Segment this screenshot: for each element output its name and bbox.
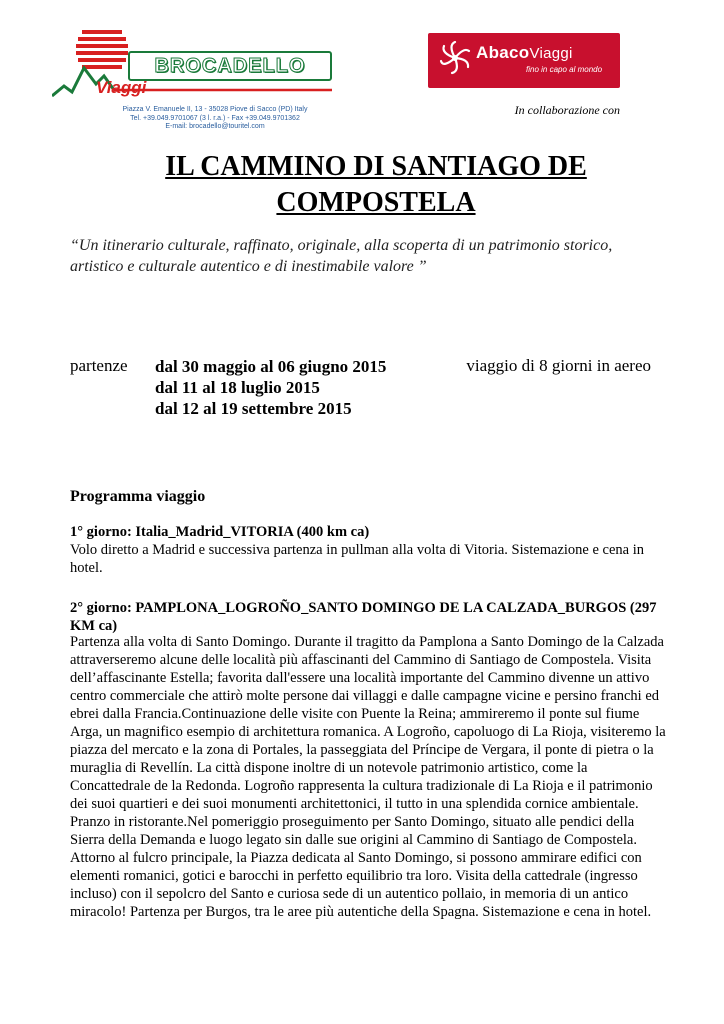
abaco-tagline: fino in capo al mondo xyxy=(526,65,603,74)
brocadello-subtitle: Viaggi xyxy=(96,78,147,97)
departures-label: partenze xyxy=(70,356,128,375)
collaboration-note: In collaborazione con xyxy=(514,103,620,117)
brocadello-email: E-mail: brocadello@touritel.com xyxy=(165,123,265,130)
brocadello-contacts xyxy=(65,106,365,132)
abaco-viaggi-logo xyxy=(428,33,620,88)
day-description: Partenza alla volta di Santo Domingo. Durante il tragitto da Pamplona a Santo Domingo de la Calzada attraverseremo alcune delle località più affascinanti del Cammino di Santiago de Compostela. Visita dell’affascinante Estella; favorita dall'essere una località importante del Cammino divenne un attivo centro commerciale che attirò molte persone dai villaggi e dalle campagne vicine e persino franchi ed ebrei dalla Francia.Continuazione delle visite con Puente la Reina; ammireremo il ponte sul fiume Arga, un magnifico esempio di architettura romanica. A Logroño, capoluogo di La Rioja, visiteremo la piazza del mercato e la zona di Portales, la passeggiata del Príncipe de Vergara, il ponte di pietra o la muraglia di Revellín. La città dispone inoltre di un notevole patrimonio artistico, come la Concattedrale de la Redonda. Logroño rappresenta la cultura tradizionale di La Rioja e il patrimonio dei suoi quartieri e dei suoi monumenti architettonici, il tutto in una splendida cornice ambientale. Pranzo in ristorante.Nel pomeriggio proseguimento per Santo Domingo, situato alle pendici della Sierra della Demanda e luogo legato sin dalle sue origini al Cammino di Santiago de Compostela. Attorno al fulcro principale, la Piazza dedicata al Santo Domingo, si possono ammirare edifici con elementi romanici, gotici e barocchi in perfetto equilibrio tra loro. Visita della cattedrale (ingresso incluso) con il sepolcro del Santo e curiosa sede di un autentico pollaio, in memoria di un antico miracolo! Partenza per Burgos, tra le aree più autentiche della Spagna. Sistemazione e cena in hotel. xyxy=(70,634,666,920)
departure-date: dal 30 maggio al 06 giugno 2015 xyxy=(155,357,387,376)
day-title: 2° giorno: PAMPLONA_LOGROÑO_SANTO DOMINGO DE LA CALZADA_BURGOS (297 KM ca) xyxy=(70,600,657,634)
page-title: IL CAMMINO DI SANTIAGO DE COMPOSTELA xyxy=(165,151,587,218)
brocadello-wordmark: BROCADELLO xyxy=(128,51,332,81)
departure-date: dal 11 al 18 luglio 2015 xyxy=(155,378,320,397)
brocadello-address: Piazza V. Emanuele II, 13 - 35028 Piove di Sacco (PD) Italy xyxy=(122,106,308,113)
flower-icon xyxy=(438,41,472,75)
departure-date: dal 12 al 19 settembre 2015 xyxy=(155,399,352,418)
abaco-name-prefix: Abaco xyxy=(476,43,530,62)
trip-duration-note: viaggio di 8 giorni in aereo xyxy=(466,356,651,375)
abaco-name-suffix: Viaggi xyxy=(529,45,573,62)
departure-dates xyxy=(155,356,386,419)
day-title: 1° giorno: Italia_Madrid_VITORIA (400 km ca) xyxy=(70,524,370,540)
day-description: Volo diretto a Madrid e successiva partenza in pullman alla volta di Vitoria. Sistemazione e cena in hotel. xyxy=(70,542,644,576)
programme-heading: Programma viaggio xyxy=(70,488,206,505)
brocadello-phone: Tel. +39.049.9701067 (3 l. r.a.) - Fax +39.049.9701362 xyxy=(130,114,300,122)
intro-quote: “Un itinerario culturale, raffinato, originale, alla scoperta di un patrimonio storico, artistico e culturale autentico e di inestimabile valore ” xyxy=(70,237,613,275)
abaco-name xyxy=(476,43,573,63)
brocadello-logo xyxy=(52,26,352,131)
